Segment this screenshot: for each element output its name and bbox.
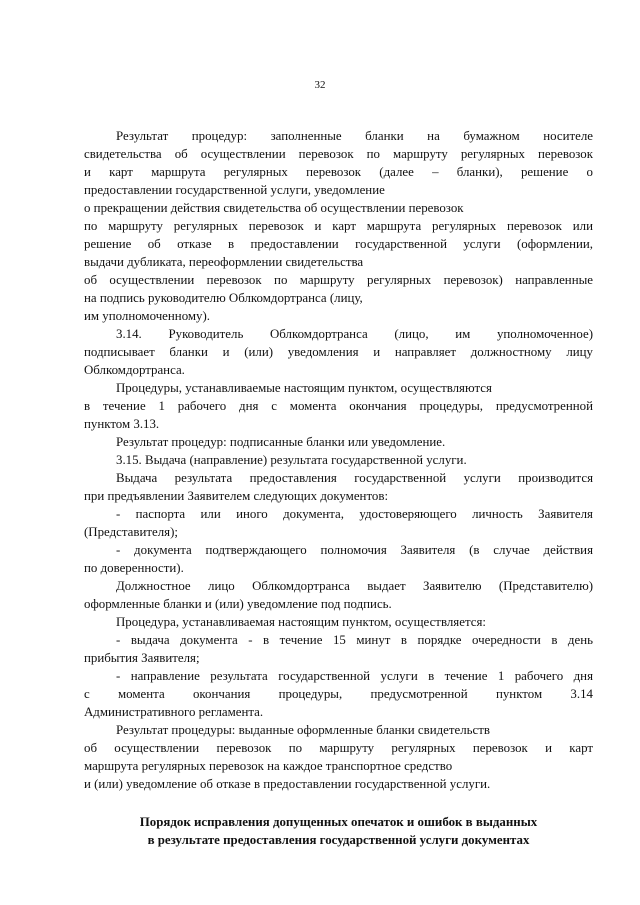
text-line: предоставлении государственной услуги, уведомление [84,183,385,197]
document-body [84,127,593,849]
text-line: с момента окончания процедуры, предусмотренной пунктом 3.14 [84,687,593,701]
text-line: Выдача результата предоставления государственной услуги производится [116,471,593,485]
text-line: маршрута регулярных перевозок на каждое транспортное средство [84,759,453,773]
text-line: в течение 1 рабочего дня с момента окончания процедуры, предусмотренной [84,399,593,413]
text-line: - направление результата государственной услуги в течение 1 рабочего дня [116,669,593,683]
text-line: выдачи дубликата, переоформлении свидетельства [84,255,364,269]
text-line: прибытия Заявителя; [84,651,200,665]
text-line: на подпись руководителю Облкомдортранса (лицу, [84,291,363,305]
text-line: о прекращении действия свидетельства об осуществлении перевозок [84,201,464,215]
text-line: Административного регламента. [84,705,264,719]
text-line: - паспорта или иного документа, удостоверяющего личность Заявителя [116,507,593,521]
text-line: (Представителя); [84,525,178,539]
text-line: решение об отказе в предоставлении государственной услуги (оформлении, [84,237,593,251]
section-heading-line-2: в результате предоставления государственной услуги документах [147,833,530,847]
text-line: Должностное лицо Облкомдортранса выдает Заявителю (Представителю) [116,579,593,593]
text-line: по доверенности). [84,561,184,575]
body-text [84,127,593,793]
text-line: Результат процедур: подписанные бланки или уведомление. [116,435,446,449]
text-line: подписывает бланки и (или) уведомления и направляет должностному лицу [84,345,593,359]
text-line: - выдача документа - в течение 15 минут в порядке очередности в день [116,633,593,647]
text-line: 3.15. Выдача (направление) результата государственной услуги. [116,453,467,467]
text-line: оформленные бланки и (или) уведомление под подпись. [84,597,392,611]
text-line: Результат процедуры: выданные оформленные бланки свидетельств [116,723,490,737]
text-line: Процедуры, устанавливаемые настоящим пунктом, осуществляются [116,381,492,395]
section-gap [84,793,593,813]
page-number: 32 [314,79,326,91]
text-line: пунктом 3.13. [84,417,160,431]
text-line: по маршруту регулярных перевозок и карт маршрута регулярных перевозок или [84,219,593,233]
text-line: Облкомдортранса. [84,363,185,377]
text-line: и (или) уведомление об отказе в предоставлении государственной услуги. [84,777,491,791]
section-heading [84,813,593,849]
text-line: им уполномоченному). [84,309,211,323]
text-line: при предъявлении Заявителем следующих документов: [84,489,389,503]
text-line: Результат процедур: заполненные бланки на бумажном носителе [116,129,593,143]
text-line: свидетельства об осуществлении перевозок по маршруту регулярных перевозок [84,147,593,161]
text-line: об осуществлении перевозок по маршруту регулярных перевозок и карт [84,741,593,755]
text-line: об осуществлении перевозок по маршруту регулярных перевозок) направленные [84,273,593,287]
text-line: Процедура, устанавливаемая настоящим пунктом, осуществляется: [116,615,486,629]
text-line: - документа подтверждающего полномочия Заявителя (в случае действия [116,543,593,557]
text-line: и карт маршрута регулярных перевозок (далее – бланки), решение о [84,165,593,179]
section-heading-line-1: Порядок исправления допущенных опечаток и ошибок в выданных [139,815,538,829]
text-line: 3.14. Руководитель Облкомдортранса (лицо, им уполномоченное) [116,327,593,341]
